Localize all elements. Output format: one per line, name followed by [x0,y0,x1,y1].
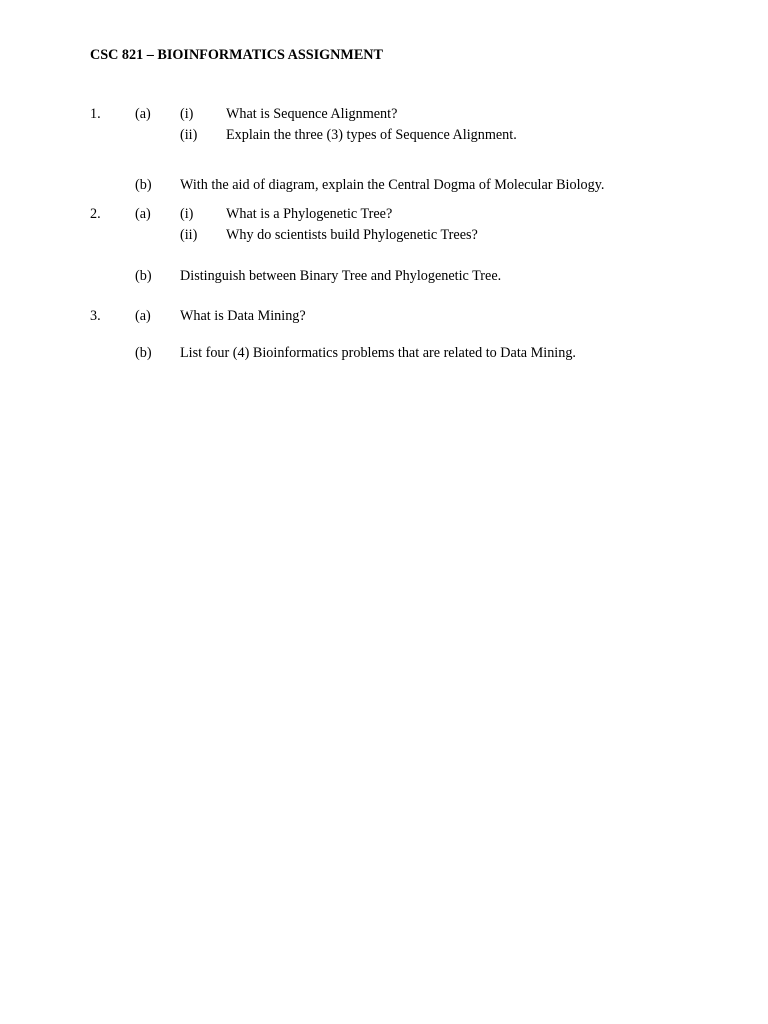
question-1-number: 1. [90,106,101,122]
question-1-part-b-label: (b) [135,177,152,193]
question-2-a-subpart-ii-label: (ii) [180,227,198,243]
question-2-part-a-label: (a) [135,206,151,222]
question-1-a-subpart-ii-label: (ii) [180,127,198,143]
question-1-part-b-text: With the aid of diagram, explain the Central Dogma of Molecular Biology. [180,177,605,193]
question-2-a-subpart-i-text: What is a Phylogenetic Tree? [226,206,393,222]
document-title: CSC 821 – BIOINFORMATICS ASSIGNMENT [90,47,383,63]
question-3-part-b-label: (b) [135,345,152,361]
question-3-number: 3. [90,308,101,324]
question-1-part-a-label: (a) [135,106,151,122]
question-2-part-b-label: (b) [135,268,152,284]
question-2-part-b-text: Distinguish between Binary Tree and Phylogenetic Tree. [180,268,502,284]
question-3-part-a-label: (a) [135,308,151,324]
question-2-a-subpart-i-label: (i) [180,206,194,222]
question-1-a-subpart-i-text: What is Sequence Alignment? [226,106,398,122]
question-2-a-subpart-ii-text: Why do scientists build Phylogenetic Trees? [226,227,478,243]
question-3-part-a-text: What is Data Mining? [180,308,306,324]
question-1-a-subpart-i-label: (i) [180,106,194,122]
question-1-a-subpart-ii-text: Explain the three (3) types of Sequence Alignment. [226,127,517,143]
question-3-part-b-text: List four (4) Bioinformatics problems that are related to Data Mining. [180,345,576,361]
question-2-number: 2. [90,206,101,222]
